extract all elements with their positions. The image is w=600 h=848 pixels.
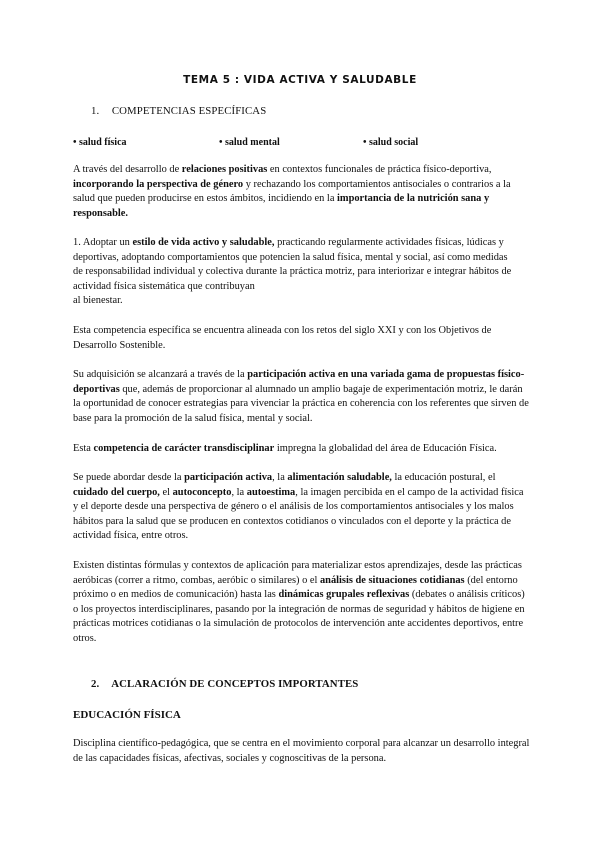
text-run: Se puede abordar desde la [73,472,185,483]
section-number: 1. [91,105,100,117]
bold-run: participación activa en una variada gama de propuestas físico-deportivas [73,369,525,395]
text-run: y rechazando los comportamientos antisociales o contrarios a la salud que pueden producirse en estos ámbitos, incidiendo en la [73,178,511,205]
bold-run: importancia de la nutrición sana y responsable. [73,193,490,219]
text-run: en contextos funcionales de práctica físico-deportiva, [267,164,492,175]
section-number: 2. [91,678,100,690]
text-run: , la imagen percibida en el campo de la actividad física y el deporte desde una perspectiva de género o el análisis de los comportamientos antisociales y los malos hábitos para la salud que se producen en contextos cotidianos o vinculados con el deporte y la práctica de actividad física, entre otros. [73,486,524,542]
bold-run: competencia de carácter transdisciplinar [93,443,275,454]
section-heading-conceptos [91,677,358,692]
paragraph [73,163,529,221]
bold-run: participación activa [184,472,273,483]
bullet-item: • salud social [363,137,419,148]
bold-run: relaciones positivas [181,164,268,175]
section-label: ACLARACIÓN DE CONCEPTOS IMPORTANTES [111,678,359,690]
text-run: A través del desarrollo de [73,164,182,175]
text-run: al bienestar. [73,295,123,307]
bold-run: alimentación saludable, [287,472,392,483]
paragraph [73,236,519,309]
bold-run: autoconcepto [172,486,232,498]
text-run: (debates o análisis críticos) o los proyectos interdisciplinares, pasando por la integración de normas de seguridad y hábitos de higiene en prácticas motrices cotidianas o la simulación de protocolos de intervención ante accidentes deportivos, entre otros. [73,589,525,644]
bold-run: análisis de situaciones cotidianas [319,574,465,586]
text-run: (del entorno próximo o en medios de comunicación) hasta las [73,574,518,601]
page-title: TEMA 5 : VIDA ACTIVA Y SALUDABLE [183,74,417,86]
paragraph [73,559,529,647]
bold-run: dinámicas grupales reflexivas [278,589,410,601]
subsection-title: EDUCACIÓN FÍSICA [73,709,181,721]
section-label: COMPETENCIAS ESPECÍFICAS [111,105,267,117]
text-run: impregna la globalidad del área de Educación Física. [274,443,497,454]
bold-run: autoestima [246,486,296,498]
paragraph: Esta competencia específica se encuentra alineada con los retos del siglo XXI y con los Objetivos de Desarrollo Sostenible. [73,325,492,351]
paragraph [73,368,529,426]
section-heading-competencias [91,104,266,119]
text-run: , la [231,486,247,498]
text-run: que, además de proporcionar al alumnado un amplio bagaje de experimentación motriz, le darán la oportunidad de conocer estrategias para vivenciar la práctica en coherencia con los referentes que sirven de base para la promoción de la salud física, mental y social. [73,383,529,424]
bold-run: estilo de vida activo y saludable, [132,237,275,248]
text-run: Su adquisición se alcanzará a través de la [73,369,248,380]
bold-run: cuidado del cuerpo, [73,486,160,498]
text-run: la educación postural, el [391,472,496,483]
paragraph [73,471,529,544]
text-run: Existen distintas fórmulas y contextos de aplicación para materializar estos aprendizajes, desde las prácticas aeróbicas (correr a ritmo, combas, aeróbic o similares) o el [73,560,522,586]
text-run: el [159,486,173,498]
bold-run: incorporando la perspectiva de género [73,178,244,190]
text-run: Esta [73,443,94,454]
bullet-item: • salud física [73,137,127,148]
text-run: , la [272,472,288,483]
text-run: practicando regularmente actividades físicas, lúdicas y deportivas, adoptando comportamientos que potencien la salud física, mental y social, así como medidas de responsabilidad individual y colectiva durante la práctica motriz, para interiorizar e integrar hábitos de actividad física sistemática que contribuyan [73,237,512,292]
text-run: 1. Adoptar un [73,237,133,248]
bullet-item: • salud mental [219,137,280,148]
paragraph [73,442,529,457]
paragraph: Disciplina científico-pedagógica, que se centra en el movimiento corporal para alcanzar un desarrollo integral de las capacidades físicas, afectivas, sociales y cognoscitivas de la persona. [73,738,530,764]
